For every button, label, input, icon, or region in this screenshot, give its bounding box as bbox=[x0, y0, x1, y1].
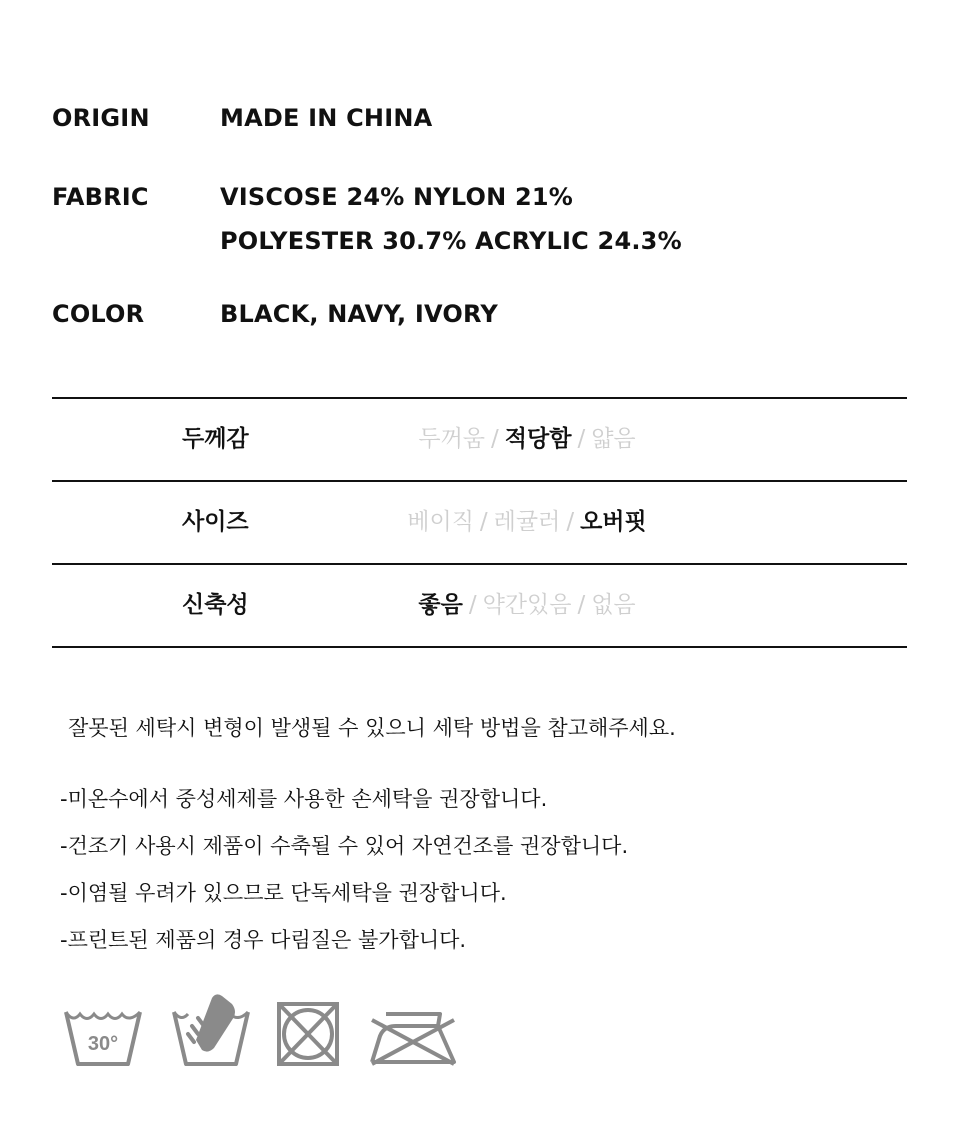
option-none: 없음 bbox=[591, 592, 636, 618]
do-not-tumble-dry-icon bbox=[276, 990, 342, 1070]
attribute-name: 사이즈 bbox=[182, 509, 249, 535]
attribute-name: 신축성 bbox=[182, 592, 249, 618]
option-regular: 레귤러 bbox=[493, 509, 561, 535]
spec-value-fabric bbox=[220, 175, 682, 263]
wash-30-icon bbox=[60, 990, 146, 1070]
hand-wash-icon bbox=[168, 990, 254, 1070]
spec-label-color: COLOR bbox=[52, 300, 145, 328]
option-some: 약간있음 bbox=[482, 592, 572, 618]
attribute-row-thickness bbox=[52, 397, 907, 480]
attribute-row-stretch bbox=[52, 563, 907, 648]
care-instruction: -미온수에서 중성세제를 사용한 손세탁을 권장합니다. bbox=[60, 787, 548, 811]
fabric-line-2: POLYESTER 30.7% ACRYLIC 24.3% bbox=[220, 227, 682, 255]
option-separator: / bbox=[491, 426, 499, 452]
option-separator: / bbox=[479, 509, 488, 535]
fabric-line-1: VISCOSE 24% NYLON 21% bbox=[220, 183, 574, 211]
attribute-table bbox=[52, 397, 907, 648]
attribute-options bbox=[352, 565, 702, 646]
spec-value-color: BLACK, NAVY, IVORY bbox=[220, 300, 498, 328]
option-basic: 베이직 bbox=[407, 509, 474, 535]
attribute-options bbox=[352, 399, 702, 480]
care-notice: 잘못된 세탁시 변형이 발생될 수 있으니 세탁 방법을 참고해주세요. bbox=[68, 716, 676, 740]
option-separator: / bbox=[577, 592, 586, 618]
spec-label-fabric: FABRIC bbox=[52, 183, 149, 211]
wash-temp-label: 30° bbox=[87, 1033, 119, 1055]
option-medium-selected: 적당함 bbox=[504, 426, 572, 452]
option-separator: / bbox=[577, 426, 586, 452]
attribute-options bbox=[352, 482, 702, 563]
spec-value-origin: MADE IN CHINA bbox=[220, 104, 433, 132]
attribute-name: 두께감 bbox=[182, 426, 249, 452]
option-thin: 얇음 bbox=[591, 426, 636, 452]
care-instruction: -이염될 우려가 있으므로 단독세탁을 권장합니다. bbox=[60, 881, 507, 905]
option-overfit-selected: 오버핏 bbox=[580, 509, 647, 535]
do-not-iron-icon bbox=[366, 990, 460, 1070]
option-good-selected: 좋음 bbox=[418, 592, 463, 618]
attribute-row-size bbox=[52, 480, 907, 563]
care-instruction: -건조기 사용시 제품이 수축될 수 있어 자연건조를 권장합니다. bbox=[60, 834, 629, 858]
option-separator: / bbox=[468, 592, 477, 618]
care-instruction: -프린트된 제품의 경우 다림질은 불가합니다. bbox=[60, 928, 467, 952]
option-thick: 두꺼움 bbox=[418, 426, 486, 452]
option-separator: / bbox=[566, 509, 575, 535]
care-instruction-list bbox=[60, 783, 628, 971]
spec-label-origin: ORIGIN bbox=[52, 104, 150, 132]
